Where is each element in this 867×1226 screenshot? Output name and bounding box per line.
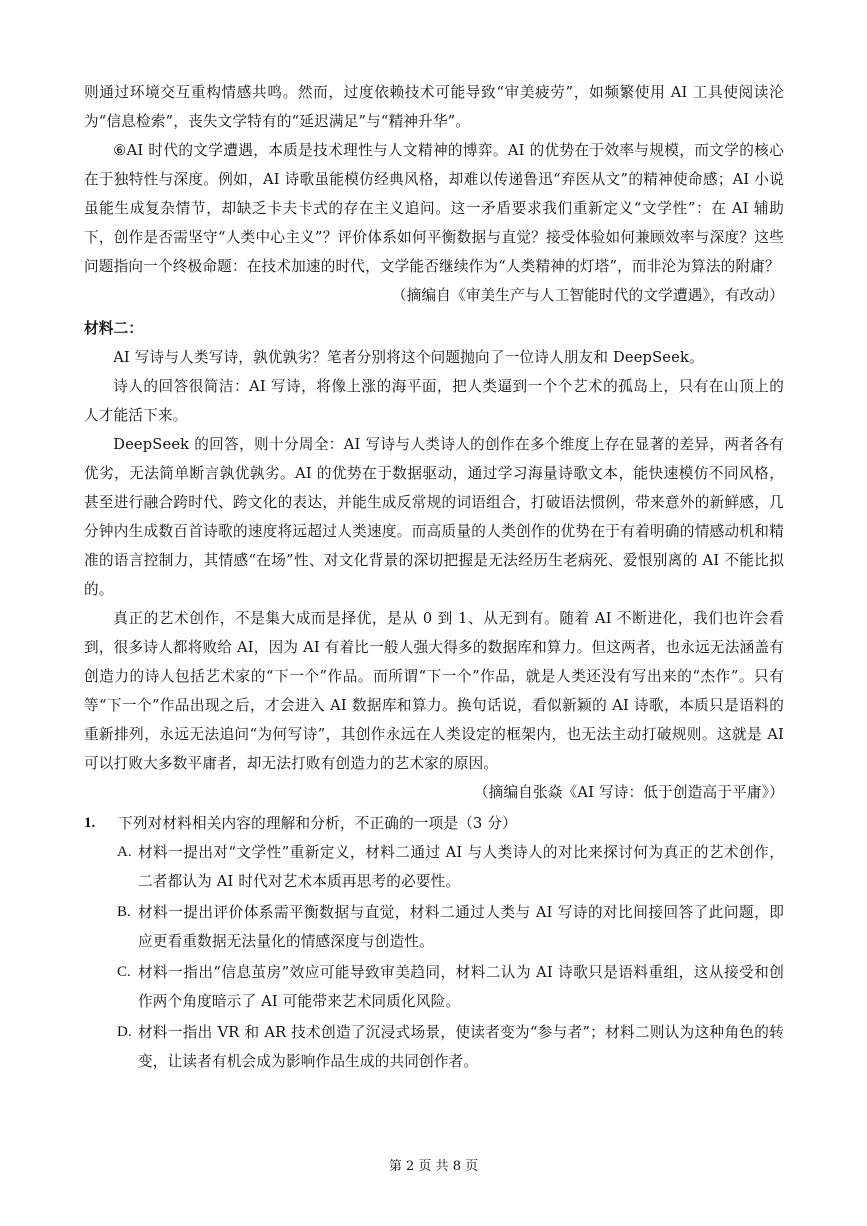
source-citation-1: （摘编自《审美生产与人工智能时代的文学遭遇》，有改动） bbox=[391, 287, 784, 304]
option-label: D. bbox=[117, 1024, 132, 1040]
page-footer: 第 2 页 共 8 页 bbox=[388, 1159, 479, 1174]
option-b[interactable] bbox=[117, 898, 784, 956]
paragraph-6: ⑥AI 时代的文学遭遇，本质是技术理性与人文精神的博弈。AI 的优势在于效率与规模，而文学的核心在于独特性与深度。例如，AI 诗歌虽能模仿经典风格，却难以传递鲁迅“弃医从文”的精神使命感；AI 小说虽能生成复杂情节，却缺乏卡夫卡式的存在主义追问。这一矛盾要求我们重新定义“文学性”：在 AI 辅助下，创作是否需坚守“人类中心主义”？评价体系如何平衡数据与直觉？接受体验如何兼顾效率与深度？这些问题指向一个终极命题：在技术加速的时代，文学能否继续作为“人类精神的灯塔”，而非沦为算法的附庸？ bbox=[84, 142, 784, 275]
source-citation-2: （摘编自张焱《AI 写诗：低于创造高于平庸》） bbox=[473, 784, 784, 801]
material-2-heading: 材料二： bbox=[84, 320, 144, 337]
option-d[interactable] bbox=[117, 1018, 784, 1076]
option-text: 材料一提出评价体系需平衡数据与直觉，材料二通过人类与 AI 写诗的对比间接回答了此问题，即应更看重数据无法量化的情感深度与创造性。 bbox=[138, 904, 784, 950]
option-label: C. bbox=[117, 964, 131, 980]
question-number: 1. bbox=[84, 815, 96, 831]
material-2-paragraph: 诗人的回答很简洁：AI 写诗，将像上涨的海平面，把人类逼到一个个艺术的孤岛上，只有在山顶上的人才能活下来。 bbox=[84, 378, 784, 424]
material-2-paragraph: DeepSeek 的回答，则十分周全：AI 写诗与人类诗人的创作在多个维度上存在显著的差异，两者各有优劣，无法简单断言孰优孰劣。AI 的优势在于数据驱动，通过学习海量诗歌文本，能快速模仿不同风格，甚至进行融合跨时代、跨文化的表达，并能生成反常规的词语组合，打破语法惯例，带来意外的新鲜感，几分钟内生成数百首诗歌的速度将远超过人类速度。而高质量的人类创作的优势在于有着明确的情感动机和精准的语言控制力，其情感“在场”性、对文化背景的深切把握是无法经历生老病死、爱恨别离的 AI 不能比拟的。 bbox=[84, 436, 784, 598]
material-2-paragraph: 真正的艺术创作，不是集大成而是择优，是从 0 到 1、从无到有。随着 AI 不断进化，我们也许会看到，很多诗人都将败给 AI，因为 AI 有着比一般人强大得多的数据库和算力。但这两者，也永远无法涵盖有创造力的诗人包括艺术家的“下一个”作品。而所谓“下一个”作品，就是人类还没有写出来的“杰作”。只有等“下一个”作品出现之后，才会进入 AI 数据库和算力。换句话说，看似新颖的 AI 诗歌，本质只是语料的重新排列，永远无法追问“为何写诗”，其创作永远在人类设定的框架内，也无法主动打破规则。这就是 AI 可以打败大多数平庸者，却无法打败有创造力的艺术家的原因。 bbox=[84, 610, 784, 772]
question-stem: 下列对材料相关内容的理解和分析，不正确的一项是（3 分） bbox=[118, 815, 517, 832]
option-text: 材料一指出 VR 和 AR 技术创造了沉浸式场景，使读者变为“参与者”；材料二则认为这种角色的转变，让读者有机会成为影响作品生成的共同创作者。 bbox=[138, 1024, 784, 1070]
page-content bbox=[84, 78, 784, 1078]
option-text: 材料一指出“信息茧房”效应可能导致审美趋同，材料二认为 AI 诗歌只是语料重组，这从接受和创作两个角度暗示了 AI 可能带来艺术同质化风险。 bbox=[138, 964, 784, 1010]
question-1 bbox=[84, 809, 784, 838]
option-text: 材料一提出对“文学性”重新定义，材料二通过 AI 与人类诗人的对比来探讨何为真正的艺术创作，二者都认为 AI 时代对艺术本质再思考的必要性。 bbox=[138, 844, 784, 890]
option-c[interactable] bbox=[117, 958, 784, 1016]
material-2-paragraph: AI 写诗与人类写诗，孰优孰劣？笔者分别将这个问题抛向了一位诗人朋友和 DeepSeek。 bbox=[113, 349, 704, 366]
question-options bbox=[84, 838, 784, 1076]
paragraph-continuation: 则通过环境交互重构情感共鸣。然而，过度依赖技术可能导致“审美疲劳”，如频繁使用 AI 工具使阅读沦为“信息检索”，丧失文学特有的“延迟满足”与“精神升华”。 bbox=[84, 84, 784, 130]
option-label: B. bbox=[117, 904, 131, 920]
option-a[interactable] bbox=[117, 838, 784, 896]
option-label: A. bbox=[117, 844, 132, 860]
